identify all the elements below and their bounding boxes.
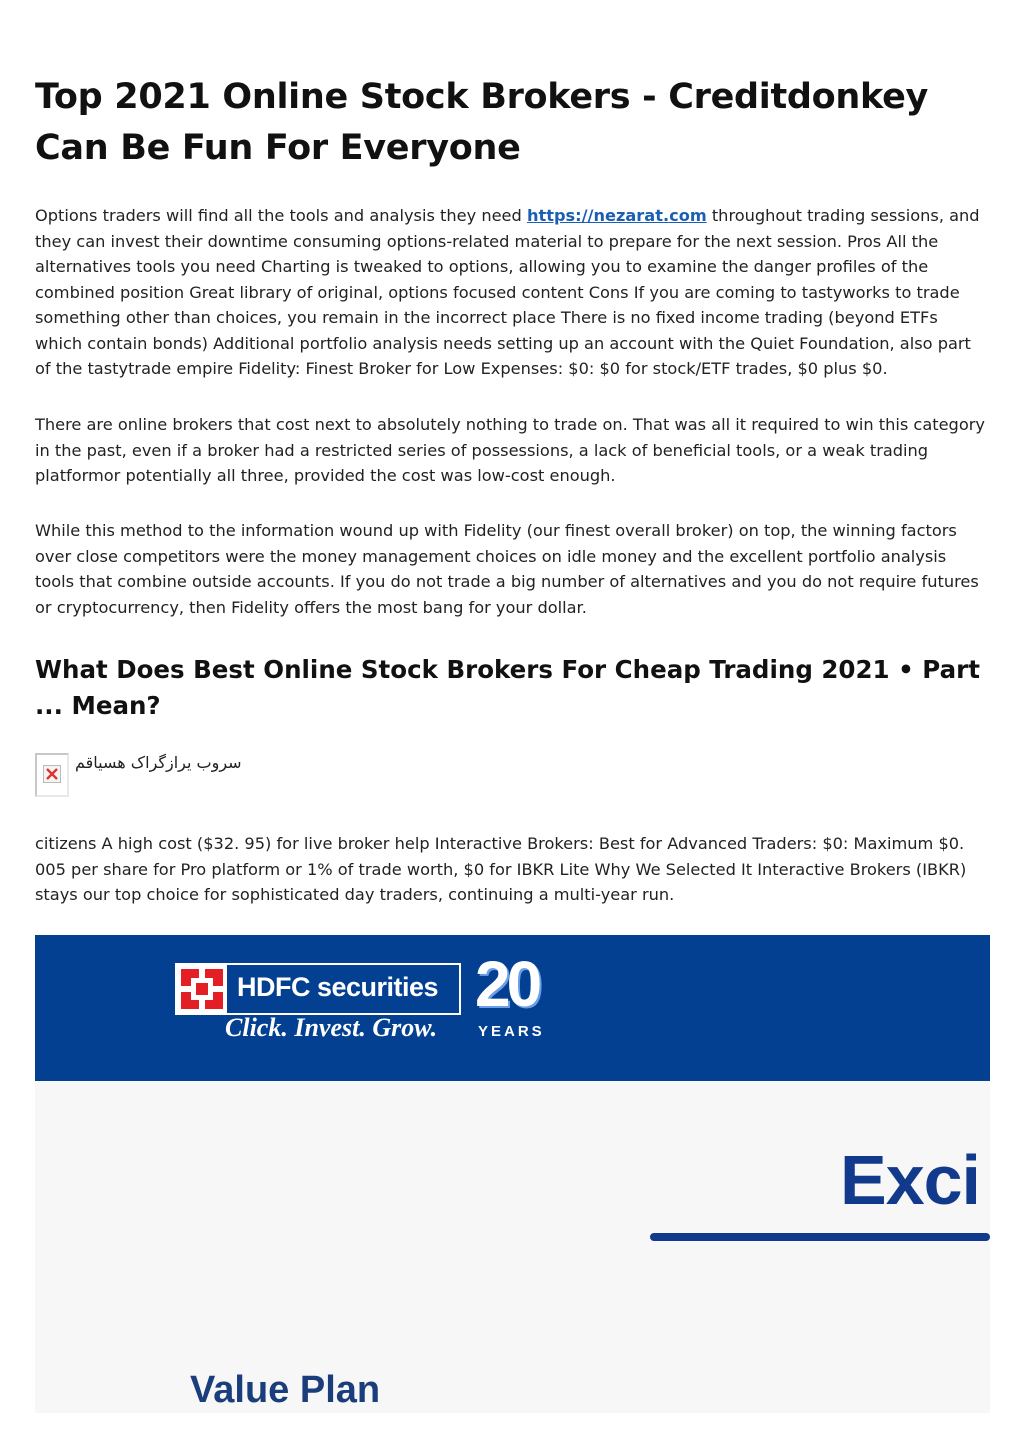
hdfc-banner-image — [35, 935, 990, 1413]
headline-underline — [650, 1233, 990, 1241]
banner-headline: Exci — [840, 1141, 980, 1219]
broken-image-icon — [43, 765, 61, 783]
brand-tagline: Click. Invest. Grow. — [225, 1013, 438, 1042]
paragraph-1-rest: throughout trading sessions, and they can invest their downtime consuming options-related material to prepare for the next session. Pros All the alternatives tools you need Charting is tweaked to options, allowing you to examine the danger profiles of the combined position Great library of original, options focused content Cons If you are coming to tastyworks to trade something other than choices, you remain in the incorrect place There is no fixed income trading (beyond ETFs which contain bonds) Additional portfolio analysis needs setting up an account with the Quiet Foundation, also part of the tastytrade empire Fidelity: Finest Broker for Low Expenses: $0: $0 for stock/ETF trades, $0 plus $0. — [35, 206, 980, 378]
banner-header — [35, 935, 990, 1081]
section-subheading: What Does Best Online Stock Brokers For Cheap Trading 2021 • Part ... Mean? — [35, 655, 980, 720]
paragraph-3: While this method to the information wound up with Fidelity (our finest overall broker) on top, the winning factors over close competitors were the money management choices on idle money and the excellent portfolio analysis tools that combine outside accounts. If you do not trade a big number of alternatives and you do not require futures or cryptocurrency, then Fidelity offers the most bang for your dollar. — [35, 521, 979, 617]
paragraph-1 — [35, 203, 990, 382]
brand-name: HDFC securities — [237, 972, 439, 1002]
broken-image — [35, 753, 69, 797]
nezarat-link[interactable]: https://nezarat.com — [526, 206, 707, 225]
plan-title: Value Plan — [190, 1369, 381, 1411]
paragraph-2: There are online brokers that cost next to absolutely nothing to trade on. That was all it required to win this category in the past, even if a broker had a restricted series of possessions, a lack of beneficial tools, or a weak trading platformor potentially all three, provided the cost was low-cost enough. — [35, 415, 985, 485]
hdfc-logo-icon — [177, 965, 227, 1013]
paragraph-1-intro: Options traders will find all the tools and analysis they need — [35, 206, 527, 225]
page-title: Top 2021 Online Stock Brokers - Creditdonkey Can Be Fun For Everyone — [35, 77, 929, 168]
broken-image-alt-text: سروب یرازگراک هسیاقم — [75, 753, 242, 772]
anniversary-label: YEARS — [478, 1023, 545, 1040]
hdfc-logo — [175, 963, 461, 1015]
anniversary-number: 20 — [475, 948, 539, 1020]
paragraph-4: citizens A high cost ($32. 95) for live broker help Interactive Brokers: Best for Advanced Traders: $0: Maximum $0. 005 per share for Pro platform or 1% of trade worth, $0 for IBKR Lite Why We Selected It Interactive Brokers (IBKR) stays our top choice for sophisticated day traders, continuing a multi-year run. — [35, 834, 967, 904]
